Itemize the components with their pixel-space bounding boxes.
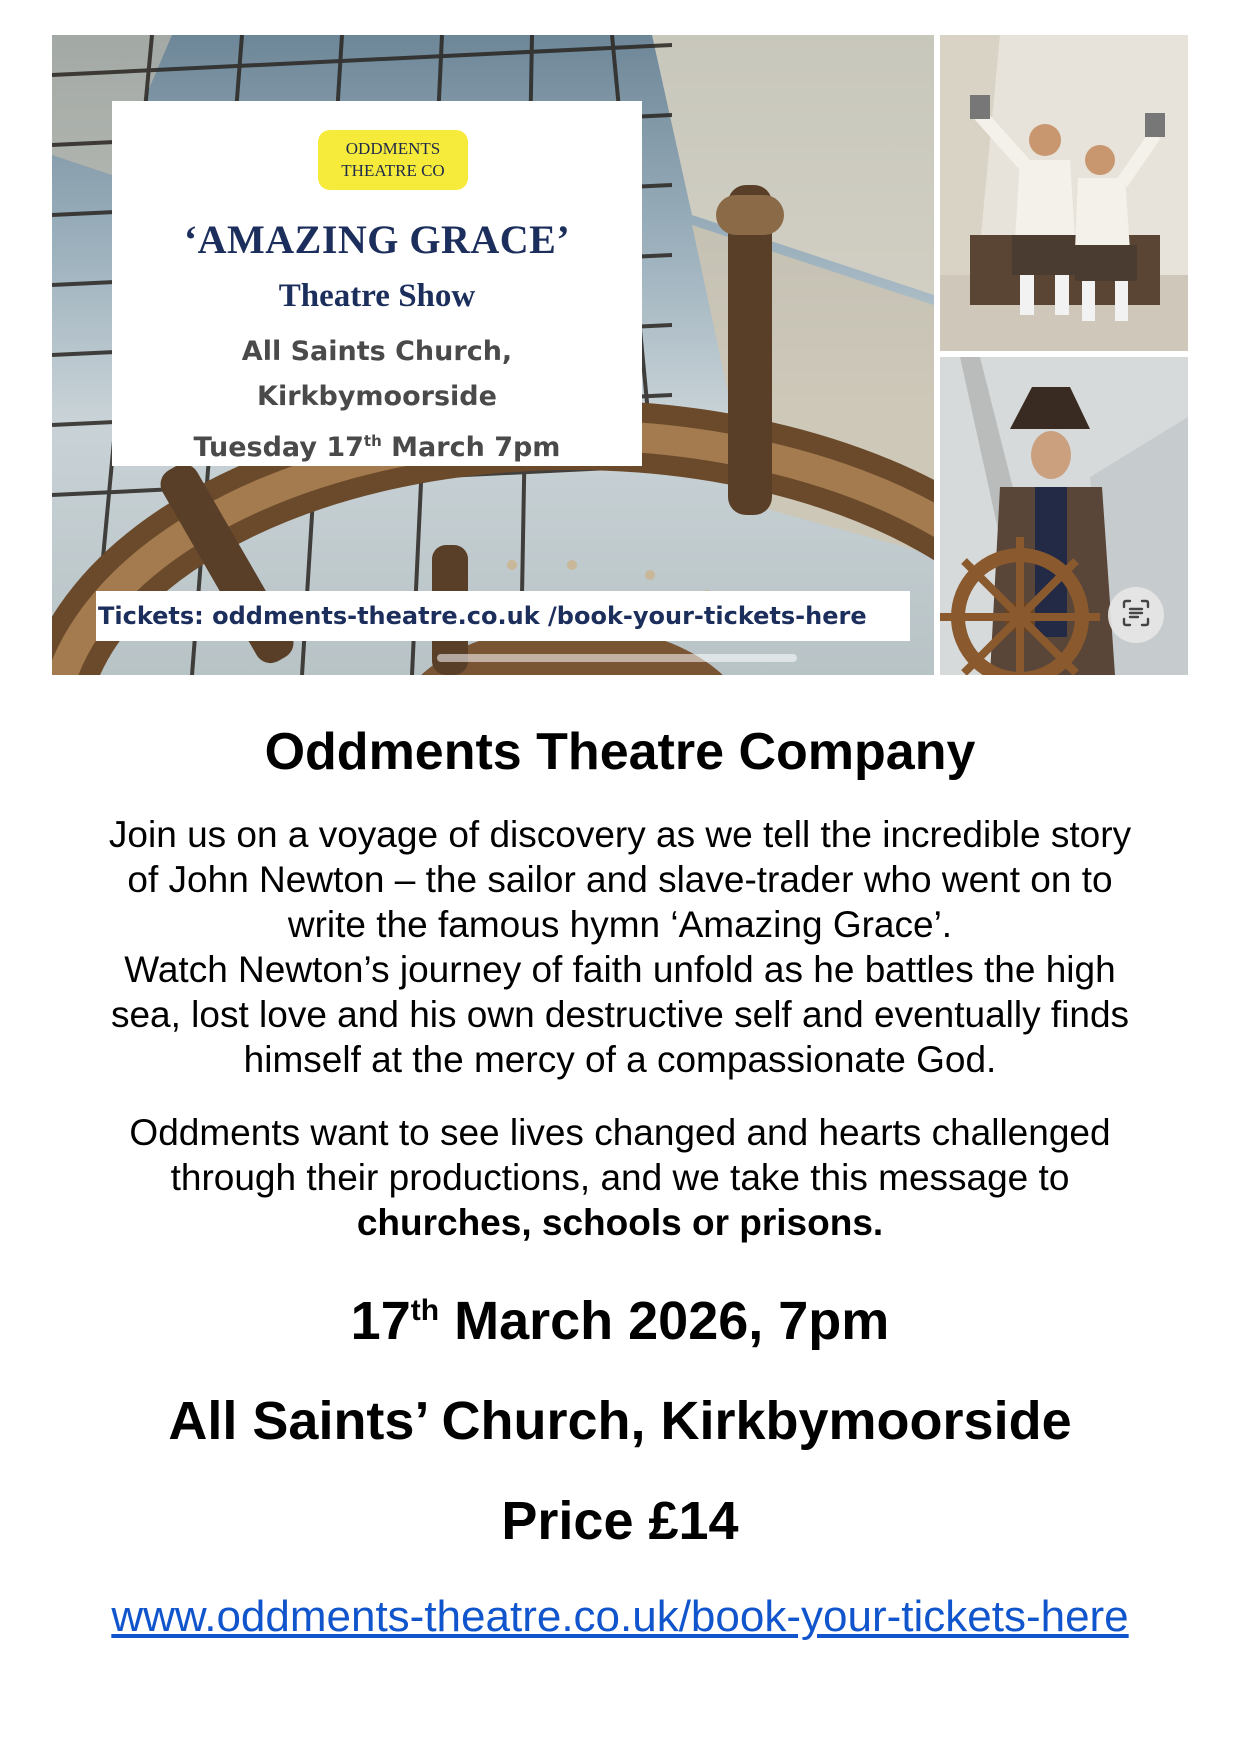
event-date-rest: March 2026, 7pm [439, 1291, 890, 1351]
carousel-scroll-indicator[interactable] [437, 654, 797, 662]
event-banner [52, 35, 1188, 675]
booking-link[interactable]: www.oddments-theatre.co.uk/book-your-tickets-here [111, 1592, 1129, 1641]
card-date-prefix: Tuesday 17 [193, 432, 364, 463]
ticket-price: Price £14 [501, 1491, 739, 1551]
mission-paragraph [30, 1110, 1210, 1245]
logo-line-1: ODDMENTS [345, 139, 441, 158]
visual-lookup-button[interactable] [1108, 587, 1164, 643]
card-venue-line-1: All Saints Church, [241, 336, 513, 367]
card-date-sup: th [363, 432, 382, 450]
actors-toasting-photo [940, 35, 1188, 351]
card-venue-line-2: Kirkbymoorside [257, 381, 497, 412]
company-logo [318, 130, 468, 190]
mission-line-2: through their productions, and we take this message to [170, 1157, 1070, 1198]
story-line-3: write the famous hymn ‘Amazing Grace’. [287, 904, 953, 945]
company-heading: Oddments Theatre Company [264, 723, 976, 781]
show-subtitle: Theatre Show [278, 278, 476, 314]
story-line-5: sea, lost love and his own destructive self and eventually finds [110, 994, 1130, 1035]
mission-line-1: Oddments want to see lives changed and hearts challenged [129, 1112, 1111, 1153]
ticket-strip: Tickets: oddments-theatre.co.uk /book-your-tickets-here [96, 591, 910, 641]
visual-lookup-icon [1121, 598, 1151, 633]
story-line-4: Watch Newton’s journey of faith unfold as he battles the high [124, 949, 1116, 990]
mission-emphasis: churches, schools or prisons. [356, 1202, 884, 1243]
show-title-card [112, 101, 642, 466]
story-paragraph [30, 812, 1210, 1082]
story-line-2: of John Newton – the sailor and slave-trader who went on to [127, 859, 1113, 900]
event-date-day: 17 [350, 1291, 411, 1351]
actors-toasting-illustration [940, 35, 1188, 351]
event-date-sup: th [410, 1294, 440, 1327]
card-date-line [112, 419, 642, 470]
show-title: ‘AMAZING GRACE’ [183, 217, 571, 262]
logo-line-2: THEATRE CO [341, 161, 445, 180]
event-date [0, 1290, 1240, 1352]
event-venue: All Saints’ Church, Kirkbymoorside [168, 1391, 1072, 1451]
story-line-6: himself at the mercy of a compassionate God. [243, 1039, 997, 1080]
card-date-suffix: March 7pm [381, 432, 561, 463]
card-venue-details [112, 329, 642, 470]
story-line-1: Join us on a voyage of discovery as we tell the incredible story [108, 814, 1132, 855]
